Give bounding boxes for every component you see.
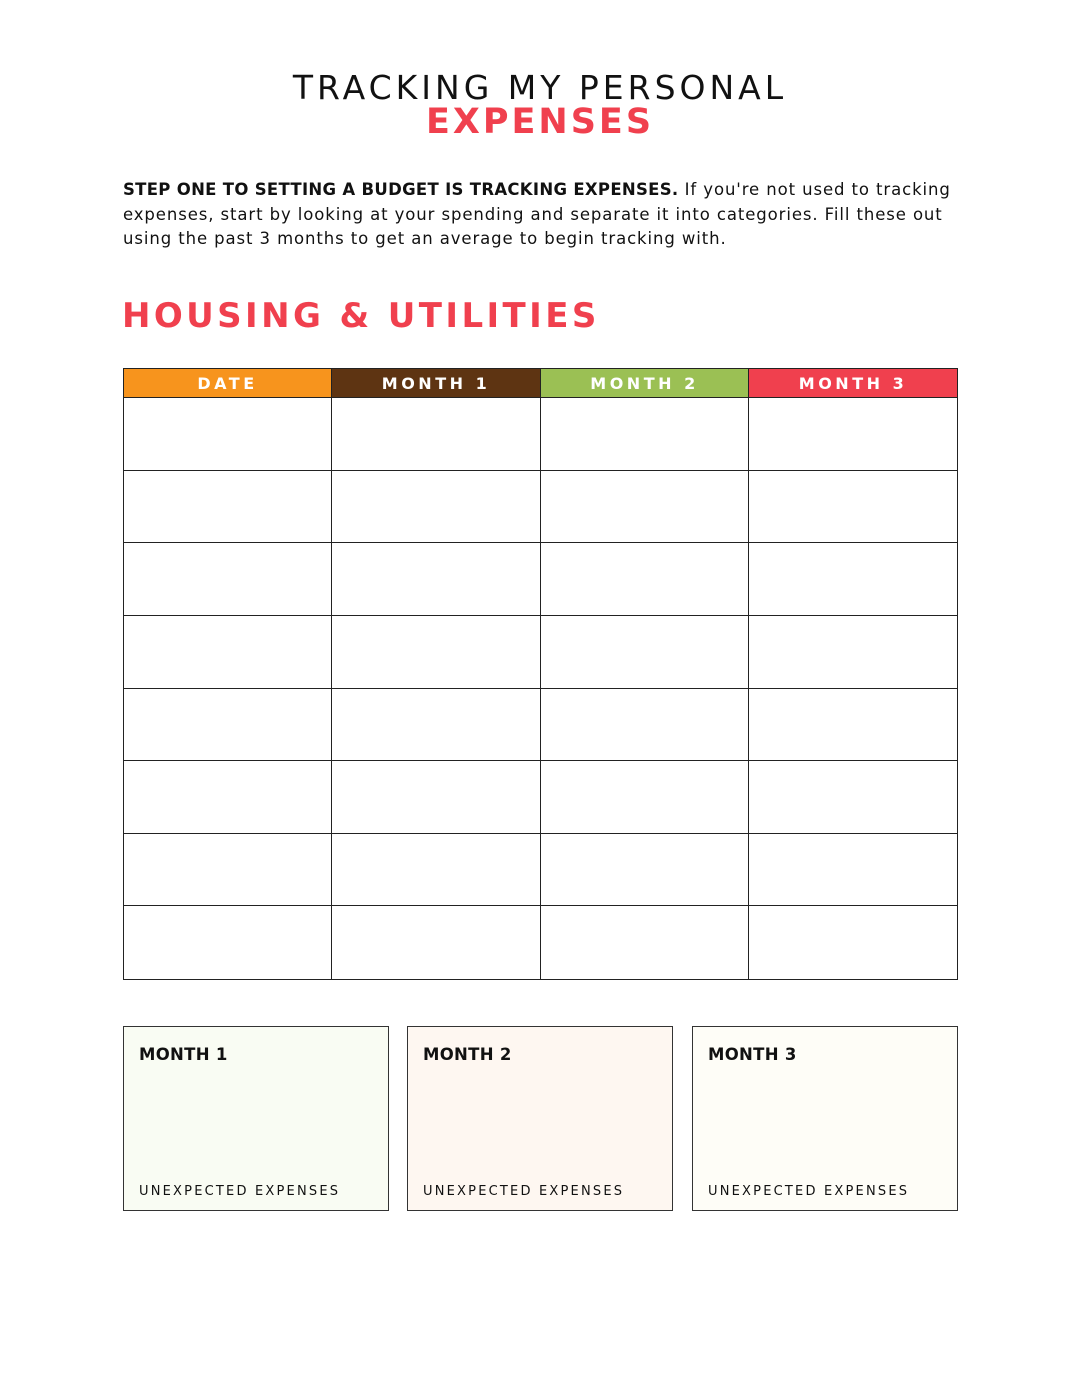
summary-box-month-3[interactable]: [692, 1026, 958, 1211]
table-cell[interactable]: [541, 689, 749, 762]
summary-boxes: [123, 1026, 958, 1211]
table-cell[interactable]: [749, 761, 957, 834]
table-cell[interactable]: [124, 689, 332, 762]
table-cell[interactable]: [541, 543, 749, 616]
page-title: TRACKING MY PERSONAL: [292, 68, 788, 107]
table-cell[interactable]: [332, 543, 541, 616]
table-cell[interactable]: [541, 906, 749, 979]
table-cell[interactable]: [332, 689, 541, 762]
column-header-month-3: MONTH 3: [749, 369, 957, 398]
column-header-month-2: MONTH 2: [541, 369, 749, 398]
table-cell[interactable]: [749, 471, 957, 544]
summary-box-caption: UNEXPECTED EXPENSES: [423, 1184, 625, 1199]
summary-box-title: MONTH 2: [423, 1045, 512, 1064]
column-header-month-1: MONTH 1: [332, 369, 541, 398]
table-cell[interactable]: [749, 689, 957, 762]
table-cell[interactable]: [124, 471, 332, 544]
intro-body: If you're not used to tracking expenses, start by looking at your spending and separate it into categories. Fill these out using the past 3 months to get an average to begin tracking with.: [123, 180, 951, 248]
table-cell[interactable]: [749, 543, 957, 616]
summary-box-title: MONTH 1: [139, 1045, 228, 1064]
table-cell[interactable]: [332, 834, 541, 907]
intro-lead: STEP ONE TO SETTING A BUDGET IS TRACKING EXPENSES.: [123, 180, 679, 199]
summary-box-month-2[interactable]: [407, 1026, 673, 1211]
expense-table: [123, 368, 958, 980]
summary-box-title: MONTH 3: [708, 1045, 797, 1064]
page-subtitle: EXPENSES: [425, 102, 655, 142]
table-cell[interactable]: [124, 543, 332, 616]
table-cell[interactable]: [124, 834, 332, 907]
table-cell[interactable]: [124, 761, 332, 834]
table-cell[interactable]: [332, 906, 541, 979]
table-cell[interactable]: [541, 398, 749, 471]
column-header-date: DATE: [124, 369, 332, 398]
intro-paragraph: [123, 178, 963, 252]
summary-box-caption: UNEXPECTED EXPENSES: [708, 1184, 910, 1199]
table-cell[interactable]: [749, 616, 957, 689]
table-cell[interactable]: [749, 398, 957, 471]
table-cell[interactable]: [541, 616, 749, 689]
table-cell[interactable]: [541, 471, 749, 544]
table-cell[interactable]: [124, 906, 332, 979]
table-cell[interactable]: [332, 761, 541, 834]
table-cell[interactable]: [749, 906, 957, 979]
table-cell[interactable]: [124, 616, 332, 689]
table-cell[interactable]: [332, 471, 541, 544]
section-heading: HOUSING & UTILITIES: [122, 296, 600, 336]
table-cell[interactable]: [749, 834, 957, 907]
table-cell[interactable]: [541, 834, 749, 907]
table-cell[interactable]: [124, 398, 332, 471]
summary-box-caption: UNEXPECTED EXPENSES: [139, 1184, 341, 1199]
table-cell[interactable]: [332, 398, 541, 471]
table-cell[interactable]: [541, 761, 749, 834]
summary-box-month-1[interactable]: [123, 1026, 389, 1211]
table-cell[interactable]: [332, 616, 541, 689]
